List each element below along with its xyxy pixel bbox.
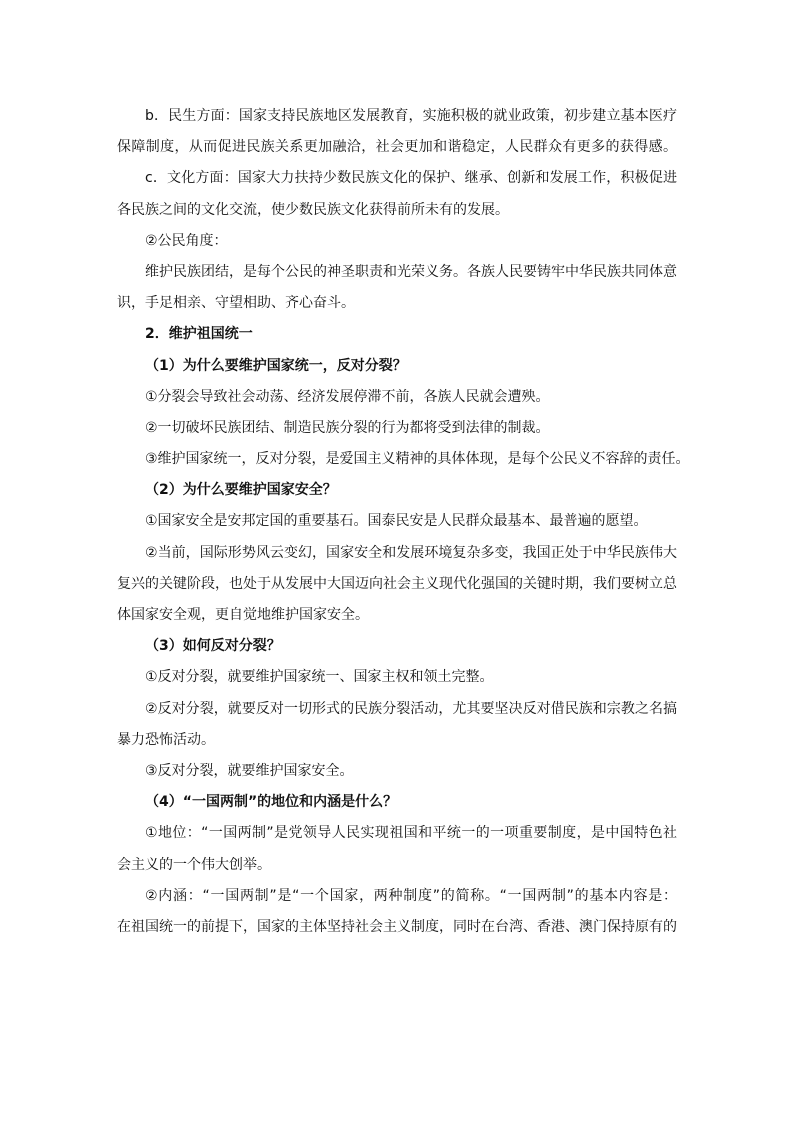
text-line: 会主义的一个伟大创举。 [117,856,271,873]
document-body [117,101,690,943]
text-line: b．民生方面：国家支持民族地区发展教育，实施积极的就业政策，初步建立基本医疗 [145,108,677,124]
text-line: 体国家安全观，更自觉地维护国家安全。 [117,607,369,623]
text-line: ①反对分裂，就要维护国家统一、国家主权和领土完整。 [145,669,494,686]
text-line: ②内涵：“一国两制”是“一个国家，两种制度”的简称。“一国两制”的基本内容是： [145,887,677,904]
text-line: ②反对分裂，就要反对一切形式的民族分裂活动，尤其要坚决反对借民族和宗教之名搞 [145,700,677,717]
text-line: 保障制度，从而促进民族关系更加融洽，社会更加和谐稳定，人民群众有更多的获得感。 [117,139,677,156]
text-line: 在祖国统一的前提下，国家的主体坚持社会主义制度，同时在台湾、香港、澳门保持原有的 [117,918,677,935]
text-line: ③反对分裂，就要维护国家安全。 [145,762,354,779]
text-line: c．文化方面：国家大力扶持少数民族文化的保护、继承、创新和发展工作，积极促进 [145,170,677,187]
text-line: 各民族之间的文化交流，使少数民族文化获得前所未有的发展。 [117,201,509,218]
text-line: ③维护国家统一，反对分裂，是爱国主义精神的具体体现，是每个公民义不容辞的责任。 [145,451,690,468]
text-line: 暴力恐怖活动。 [117,731,215,748]
section-heading: 2．维护祖国统一 [145,326,253,343]
text-line: 识，手足相亲、守望相助、齐心奋斗。 [117,295,355,312]
section-heading: （1）为什么要维护国家统一，反对分裂？ [145,357,407,374]
text-line: 复兴的关键阶段，也处于从发展中大国迈向社会主义现代化强国的关键时期，我们要树立总 [117,575,677,592]
text-line: ②公民角度： [145,232,228,249]
section-heading: （2）为什么要维护国家安全？ [145,482,337,499]
section-heading: （4）“一国两制”的地位和内涵是什么？ [145,794,398,811]
text-line: ①分裂会导致社会动荡、经济发展停滞不前，各族人民就会遭殃。 [145,388,550,405]
text-line: 维护民族团结，是每个公民的神圣职责和光荣义务。各族人民要铸牢中华民族共同体意 [145,263,677,280]
section-heading: （3）如何反对分裂？ [145,638,281,655]
text-line: ②一切破坏民族团结、制造民族分裂的行为都将受到法律的制裁。 [145,419,550,436]
text-line: ①国家安全是安邦定国的重要基石。国泰民安是人民群众最基本、最普遍的愿望。 [145,513,648,530]
text-line: ②当前，国际形势风云变幻，国家安全和发展环境复杂多变，我国正处于中华民族伟大 [145,544,677,561]
text-line: ①地位：“一国两制”是党领导人民实现祖国和平统一的一项重要制度，是中国特色社 [145,825,677,842]
